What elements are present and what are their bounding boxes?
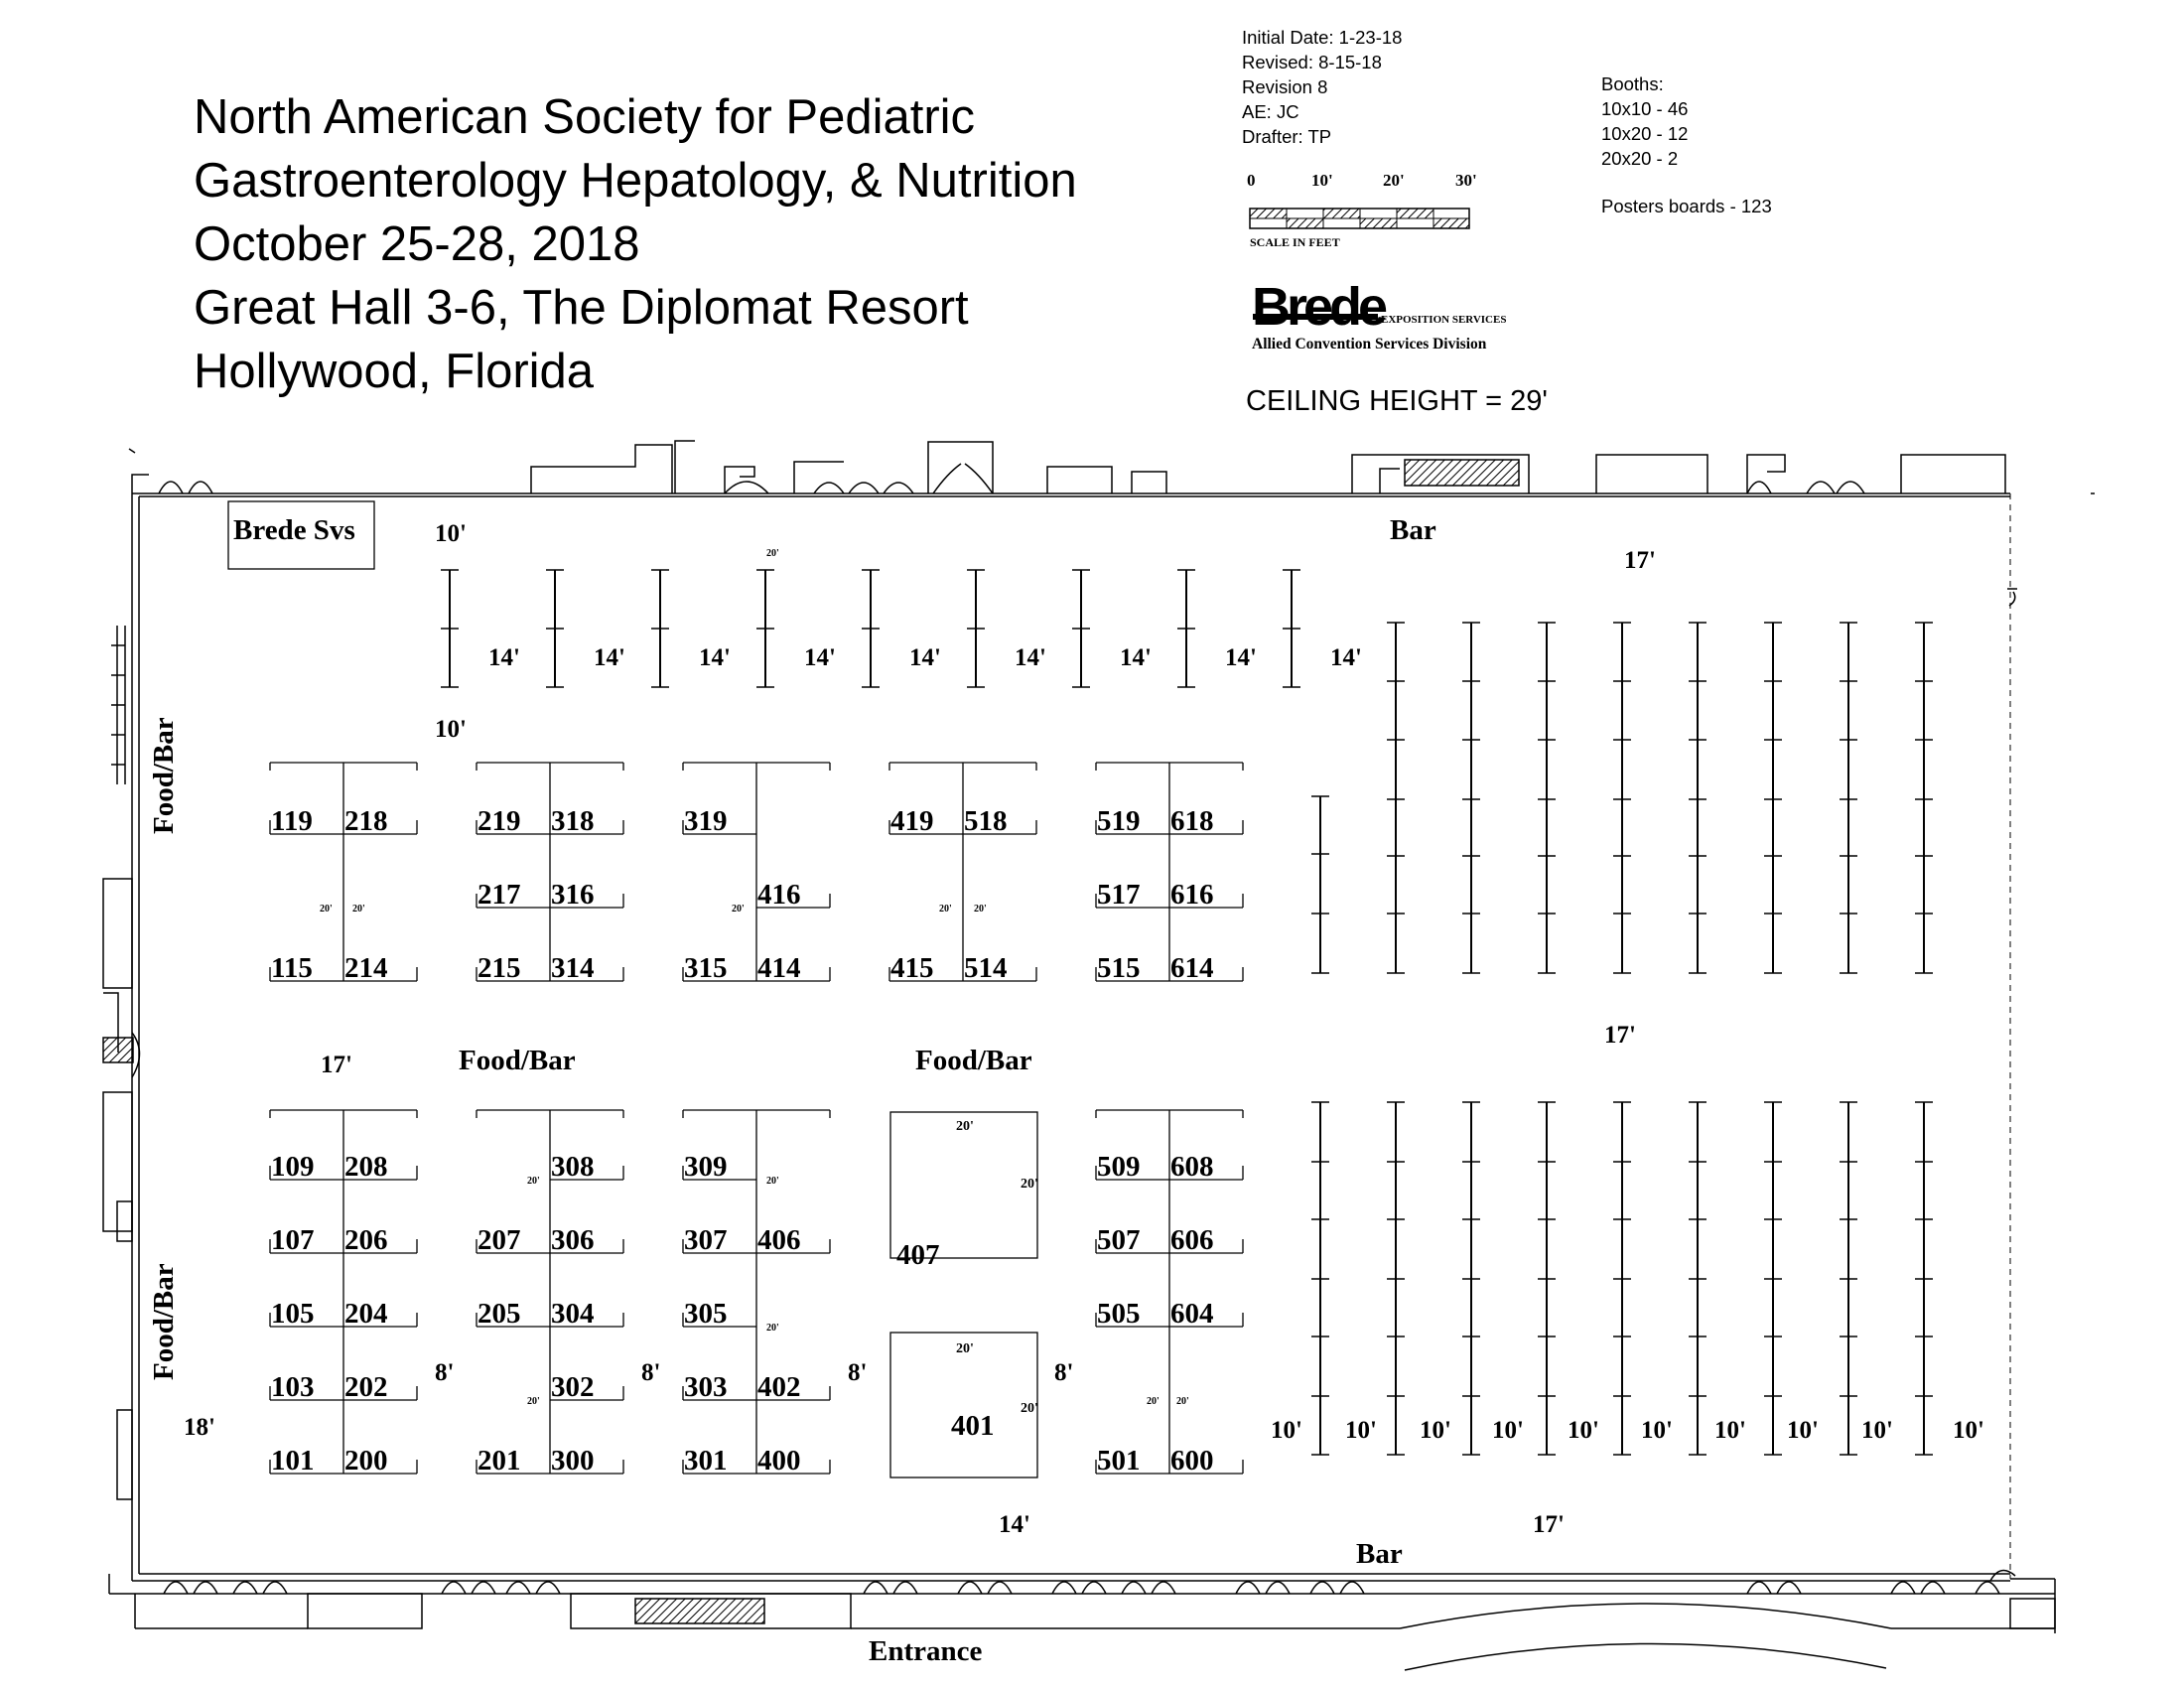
island-407-dim-side: 20' xyxy=(1021,1177,1038,1192)
booth-319[interactable]: 319 xyxy=(684,805,728,837)
island-407-outline xyxy=(890,1112,1037,1258)
gap-8-labels xyxy=(435,1359,1073,1386)
booth-109[interactable]: 109 xyxy=(271,1151,315,1183)
aisle-14-label: 14' xyxy=(1225,644,1257,671)
booth-305[interactable]: 305 xyxy=(684,1298,728,1330)
entrance-label: Entrance xyxy=(869,1635,983,1667)
booth-308[interactable]: 308 xyxy=(551,1151,595,1183)
double-booth-dim: 20' xyxy=(352,904,365,914)
booth-count-20x20: 20x20 - 2 xyxy=(1601,148,1679,169)
double-booth-dim: 20' xyxy=(766,1176,779,1187)
booth-402[interactable]: 402 xyxy=(757,1371,801,1403)
gap-8-label: 8' xyxy=(848,1359,868,1386)
booth-301[interactable]: 301 xyxy=(684,1445,728,1477)
booth-307[interactable]: 307 xyxy=(684,1224,728,1256)
double-booth-dim: 20' xyxy=(766,1323,779,1334)
scale-caption: SCALE IN FEET xyxy=(1250,235,1340,249)
dim-right-17-mid: 17' xyxy=(1604,1022,1636,1049)
booth-318[interactable]: 318 xyxy=(551,805,595,837)
brede-svs-label: Brede Svs xyxy=(233,514,355,546)
booth-407[interactable]: 407 xyxy=(896,1239,940,1271)
aisle-14-label: 14' xyxy=(1330,644,1362,671)
booth-103[interactable]: 103 xyxy=(271,1371,315,1403)
poster-10-label: 10' xyxy=(1420,1417,1451,1444)
hall-walls xyxy=(109,449,2095,1670)
booth-206[interactable]: 206 xyxy=(344,1224,388,1256)
poster-10-label: 10' xyxy=(1492,1417,1524,1444)
revised-date: Revised: 8-15-18 xyxy=(1242,52,1382,72)
booth-count-10x20: 10x20 - 12 xyxy=(1601,123,1689,144)
double-booth-dim: 20' xyxy=(974,904,987,914)
booth-517[interactable]: 517 xyxy=(1097,879,1141,911)
booth-314[interactable]: 314 xyxy=(551,952,595,984)
drafter: Drafter: TP xyxy=(1242,126,1332,147)
booth-306[interactable]: 306 xyxy=(551,1224,595,1256)
booth-303[interactable]: 303 xyxy=(684,1371,728,1403)
booth-519[interactable]: 519 xyxy=(1097,805,1141,837)
booth-618[interactable]: 618 xyxy=(1170,805,1214,837)
booth-count-10x10: 10x10 - 46 xyxy=(1601,98,1689,119)
booth-302[interactable]: 302 xyxy=(551,1371,595,1403)
aisle-14-label: 14' xyxy=(909,644,941,671)
dim-right-17-top: 17' xyxy=(1624,547,1656,574)
booth-415[interactable]: 415 xyxy=(890,952,934,984)
booth-219[interactable]: 219 xyxy=(478,805,521,837)
aisle-14-label: 14' xyxy=(594,644,625,671)
title-line: Great Hall 3-6, The Diplomat Resort xyxy=(194,281,969,335)
food-bar-left-top: Food/Bar xyxy=(148,717,180,834)
double-booth-dim: 20' xyxy=(1147,1396,1160,1407)
poster-10-label: 10' xyxy=(1271,1417,1302,1444)
double-booth-dim: 20' xyxy=(1176,1396,1189,1407)
revision-number: Revision 8 xyxy=(1242,76,1328,97)
aisle-14-labels xyxy=(488,644,1362,671)
booth-208[interactable]: 208 xyxy=(344,1151,388,1183)
booth-505[interactable]: 505 xyxy=(1097,1298,1141,1330)
logo-tagline: EXPOSITION SERVICES xyxy=(1381,314,1507,326)
poster-10-label: 10' xyxy=(1787,1417,1819,1444)
booth-217[interactable]: 217 xyxy=(478,879,521,911)
event-title xyxy=(194,85,1077,403)
poster-10-labels xyxy=(1271,1417,1984,1444)
booth-501[interactable]: 501 xyxy=(1097,1445,1141,1477)
booth-214[interactable]: 214 xyxy=(344,952,388,984)
booth-204[interactable]: 204 xyxy=(344,1298,388,1330)
booth-grid xyxy=(270,763,1243,1474)
booth-315[interactable]: 315 xyxy=(684,952,728,984)
poster-10-label: 10' xyxy=(1953,1417,1984,1444)
aisle-14-label: 14' xyxy=(488,644,520,671)
aisle-14-label: 14' xyxy=(1015,644,1046,671)
booth-205[interactable]: 205 xyxy=(478,1298,521,1330)
booth-115[interactable]: 115 xyxy=(271,952,313,984)
booth-604[interactable]: 604 xyxy=(1170,1298,1214,1330)
poster-10-label: 10' xyxy=(1568,1417,1599,1444)
double-booth-dim: 20' xyxy=(527,1176,540,1187)
dim-left-17: 17' xyxy=(321,1052,352,1078)
food-bar-left-bottom: Food/Bar xyxy=(148,1263,180,1380)
double-booth-dim: 20' xyxy=(766,548,779,559)
booth-309[interactable]: 309 xyxy=(684,1151,728,1183)
booth-600[interactable]: 600 xyxy=(1170,1445,1214,1477)
left-wall-details xyxy=(103,626,140,1499)
booth-201[interactable]: 201 xyxy=(478,1445,521,1477)
booth-207[interactable]: 207 xyxy=(478,1224,521,1256)
booth-304[interactable]: 304 xyxy=(551,1298,595,1330)
booth-101[interactable]: 101 xyxy=(271,1445,315,1477)
booth-401[interactable]: 401 xyxy=(951,1410,995,1442)
title-line: October 25-28, 2018 xyxy=(194,217,640,271)
title-line: Gastroenterology Hepatology, & Nutrition xyxy=(194,154,1077,208)
bottom-wall-details xyxy=(109,1571,2015,1623)
dim-top-10: 10' xyxy=(435,520,467,547)
booth-406[interactable]: 406 xyxy=(757,1224,801,1256)
booth-107[interactable]: 107 xyxy=(271,1224,315,1256)
scale-bar xyxy=(1250,209,1469,228)
scale-label-10: 10' xyxy=(1311,171,1333,190)
booth-400[interactable]: 400 xyxy=(757,1445,801,1477)
poster-10-label: 10' xyxy=(1345,1417,1377,1444)
scale-label-20: 20' xyxy=(1383,171,1405,190)
aisle-14-label: 14' xyxy=(699,644,731,671)
aisle-14-label: 14' xyxy=(804,644,836,671)
booth-614[interactable]: 614 xyxy=(1170,952,1214,984)
double-booth-dim: 20' xyxy=(732,904,745,914)
title-line: North American Society for Pediatric xyxy=(194,90,976,144)
double-booth-dim: 20' xyxy=(939,904,952,914)
food-bar-mid-2: Food/Bar xyxy=(915,1045,1032,1076)
brede-logo: Brede xyxy=(1252,277,1385,337)
booth-215[interactable]: 215 xyxy=(478,952,521,984)
booth-218[interactable]: 218 xyxy=(344,805,388,837)
booth-summary-heading: Booths: xyxy=(1601,73,1664,94)
dim-mid-10: 10' xyxy=(435,716,467,743)
scale-label-30: 30' xyxy=(1455,171,1477,190)
title-line: Hollywood, Florida xyxy=(194,345,595,398)
island-401-dim-side: 20' xyxy=(1021,1401,1038,1416)
booth-507[interactable]: 507 xyxy=(1097,1224,1141,1256)
booth-416[interactable]: 416 xyxy=(757,879,801,911)
dim-left-18: 18' xyxy=(184,1414,215,1441)
booth-518[interactable]: 518 xyxy=(964,805,1008,837)
poster-count: Posters boards - 123 xyxy=(1601,196,1772,216)
island-407-dim-top: 20' xyxy=(956,1119,974,1134)
poster-10-label: 10' xyxy=(1641,1417,1673,1444)
gap-8-label: 8' xyxy=(435,1359,455,1386)
booth-200[interactable]: 200 xyxy=(344,1445,388,1477)
ceiling-height: CEILING HEIGHT = 29' xyxy=(1246,385,1548,417)
dimension-labels xyxy=(184,520,1656,1538)
account-exec: AE: JC xyxy=(1242,101,1299,122)
bar-bottom-label: Bar xyxy=(1356,1538,1403,1570)
bar-top-label: Bar xyxy=(1390,514,1436,546)
booth-509[interactable]: 509 xyxy=(1097,1151,1141,1183)
poster-10-label: 10' xyxy=(1861,1417,1893,1444)
booth-414[interactable]: 414 xyxy=(757,952,801,984)
island-401-dim-top: 20' xyxy=(956,1341,974,1356)
booth-119[interactable]: 119 xyxy=(271,805,313,837)
logo-division: Allied Convention Services Division xyxy=(1252,336,1487,352)
aisle-14-label: 14' xyxy=(1120,644,1152,671)
top-wall-details xyxy=(132,441,2017,606)
double-booth-dim: 20' xyxy=(527,1396,540,1407)
booth-300[interactable]: 300 xyxy=(551,1445,595,1477)
booth-105[interactable]: 105 xyxy=(271,1298,315,1330)
booth-202[interactable]: 202 xyxy=(344,1371,388,1403)
booth-514[interactable]: 514 xyxy=(964,952,1008,984)
initial-date: Initial Date: 1-23-18 xyxy=(1242,27,1403,48)
food-bar-mid-1: Food/Bar xyxy=(459,1045,576,1076)
poster-10-label: 10' xyxy=(1714,1417,1746,1444)
dim-bottom-14: 14' xyxy=(999,1511,1030,1538)
gap-8-label: 8' xyxy=(641,1359,661,1386)
revision-info xyxy=(1242,25,1402,149)
booth-summary xyxy=(1601,71,1688,171)
dim-bottom-17: 17' xyxy=(1533,1511,1565,1538)
scale-label-0: 0 xyxy=(1247,171,1256,190)
double-booth-dim: 20' xyxy=(320,904,333,914)
booth-608[interactable]: 608 xyxy=(1170,1151,1214,1183)
booth-316[interactable]: 316 xyxy=(551,879,595,911)
gap-8-label: 8' xyxy=(1054,1359,1074,1386)
booth-616[interactable]: 616 xyxy=(1170,879,1214,911)
booth-419[interactable]: 419 xyxy=(890,805,934,837)
booth-515[interactable]: 515 xyxy=(1097,952,1141,984)
booth-606[interactable]: 606 xyxy=(1170,1224,1214,1256)
